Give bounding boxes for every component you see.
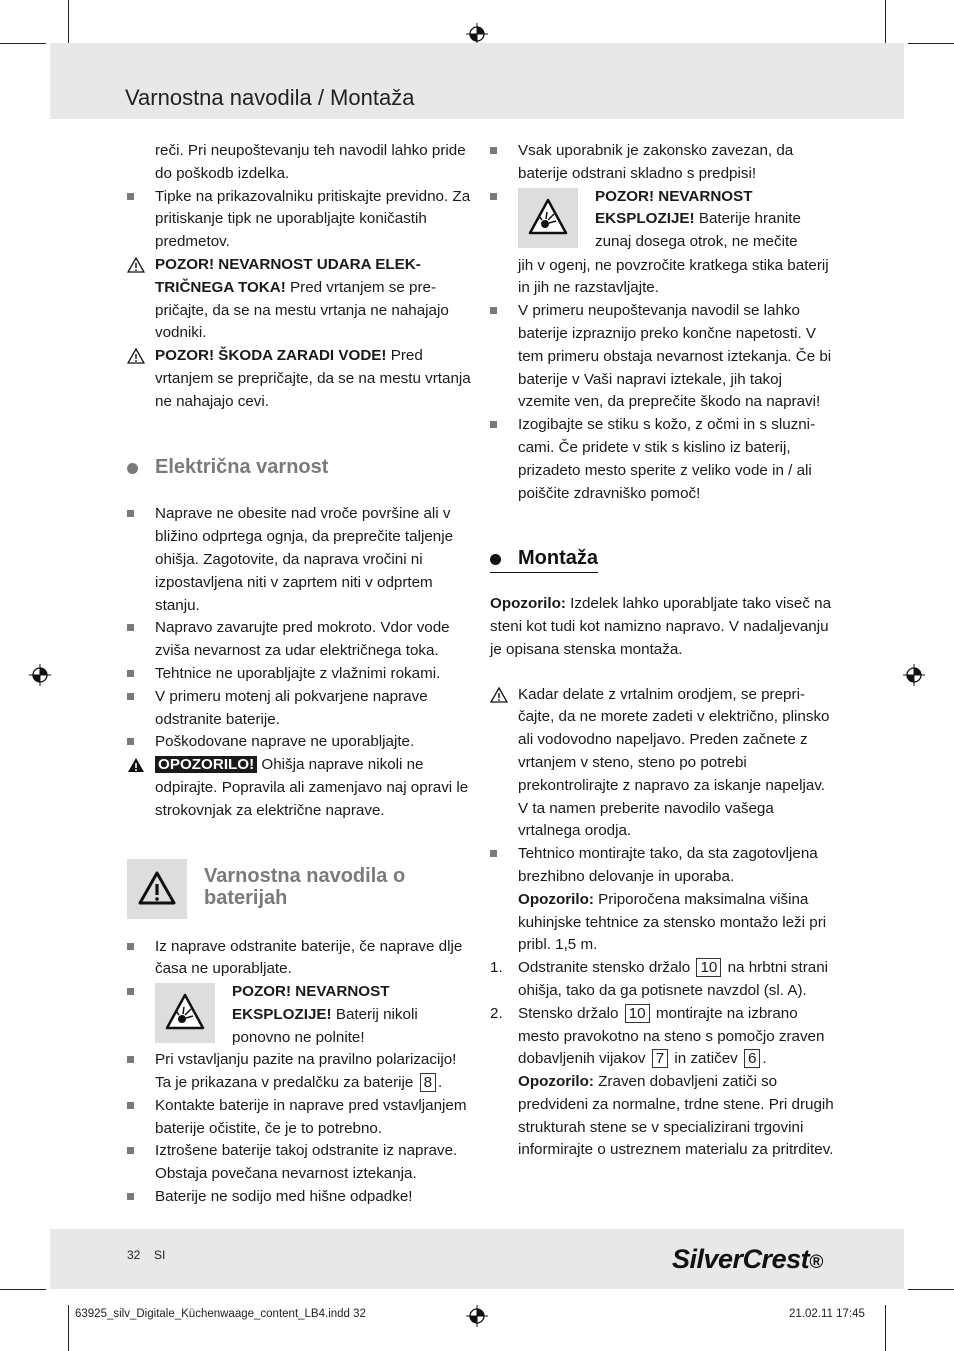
battery-safety-heading — [127, 859, 472, 921]
heading-bullet-icon — [490, 554, 501, 565]
note-text: Izdelek lahko uporabljate tako viseč na steni kot tudi kot namizno napravo. V nadaljevanju je opisana stenska montaža. — [490, 595, 832, 658]
note-text: Zraven dobavljeni zatiči so predvideni za normalne, trdne stene. Pri drugih strukturah stene se v specializirani trgovini informirajte o ustreznem materialu za pritrditev. — [518, 1073, 834, 1159]
note-paragraph — [490, 1071, 835, 1162]
list-item — [490, 414, 835, 505]
warning-triangle-icon — [127, 859, 187, 919]
print-slug-date: 21.02.11 17:45 — [789, 1308, 865, 1320]
list-item — [127, 140, 472, 186]
punctuation: . — [762, 1050, 767, 1068]
bullet-icon — [490, 193, 497, 200]
warning-text: Baterije hranite zunaj dosega otrok, ne mečite — [595, 210, 801, 251]
bullet-icon — [490, 307, 497, 314]
punctuation: . — [438, 1073, 443, 1091]
brand-part: Silver — [672, 1244, 743, 1274]
list-item-text: Izogibajte se stiku s kožo, z očmi in s sluznicami. Če pridete v stik s kislino iz baterij, prizadeto mesto sperite z veliko vode in / ali poiščite zdravniško pomoč! — [518, 416, 816, 502]
list-item-text: Kontakte baterije in naprave pred vstavljanjem baterije očistite, če je to potrebno. — [155, 1096, 467, 1137]
reference-number: 8 — [420, 1073, 436, 1092]
note-text: Priporočena maksimalna višina kuhinjske tehtnice za stensko montažo leži pri pribl. 1,5 m. — [518, 890, 827, 954]
note-paragraph — [490, 889, 835, 957]
note-label: Opozorilo: — [518, 890, 594, 908]
list-item-text: Napravo zavarujte pred mokroto. Vdor vode zviša nevarnost za udar električnega toka. — [155, 619, 450, 660]
warning-item — [127, 754, 472, 822]
warning-triangle-icon — [127, 757, 145, 773]
step-text: Stensko držalo — [518, 1004, 619, 1022]
bullet-icon — [127, 624, 134, 631]
step-text: in zatičev — [674, 1050, 738, 1068]
warning-text: Ohišja naprave nikoli ne odpirajte. Popravila ali zamenjavo naj opravi le strokovnjak za električne naprave. — [155, 756, 469, 819]
list-item-text: Naprave ne obesite nad vroče površine ali v bližino odprtega ognja, da preprečite taljenje ohišja. Zagotovite, da naprava vročini ni izpostavljena niti v zaprtem niti v odprtem stanju. — [155, 505, 454, 614]
step-text: na hrbtni strani ohišja, tako da ga potisnete navzdol (sl. A). — [518, 959, 829, 999]
brand-logo — [672, 1244, 823, 1275]
warning-text: Kadar delate z vrtalnim orodjem, se prepričajte, da ne morete zadeti v električno, plinsko ali vodovodno napeljavo. Preden začnete z vrtanjem v steno, steno po potrebi prekontrolirajte z napravo za iskanje napeljav. V ta namen preberite navodilo vašega vrtalnega orodja. — [518, 685, 830, 840]
list-item — [127, 186, 472, 254]
warning-item — [127, 254, 472, 345]
heading-bullet-icon — [127, 463, 138, 474]
explosion-warning-item — [490, 186, 835, 254]
bullet-icon — [490, 850, 497, 857]
warning-triangle-icon — [127, 257, 145, 273]
list-item — [127, 1095, 472, 1141]
bullet-icon — [127, 1056, 134, 1063]
list-item-text: Poškodovane naprave ne uporabljajte. — [155, 733, 415, 751]
registered-mark: ® — [809, 1252, 823, 1273]
crop-mark — [908, 43, 954, 44]
list-item — [127, 731, 472, 754]
paragraph-text: reči. Pri neupoštevanju teh navodil lahko pride do poškodb izdelka. — [155, 142, 466, 182]
list-item — [490, 843, 835, 889]
section-heading-electrical-safety: Električna varnost — [127, 456, 472, 479]
section-heading-mounting: Montaža — [490, 547, 598, 573]
list-item-text: Baterije ne sodijo med hišne odpadke! — [155, 1187, 413, 1205]
warning-item — [127, 345, 472, 413]
warning-label: POZOR! NEVARNOST EKSPLOZIJE! — [232, 983, 390, 1023]
bullet-icon — [490, 421, 497, 428]
page-header — [50, 43, 904, 119]
list-item — [490, 140, 835, 186]
explosion-warning-item — [127, 981, 472, 1049]
reference-number: 6 — [744, 1049, 760, 1068]
step-text: Odstranite stensko držalo — [518, 959, 691, 977]
brand-part: Crest — [742, 1244, 810, 1274]
bullet-icon — [127, 943, 134, 950]
warning-text: Pred vrtanjem se prepričajte, da se na mestu vrtanja ne nahajajo cevi. — [155, 347, 471, 410]
crop-mark — [68, 0, 69, 46]
bullet-icon — [127, 693, 134, 700]
crop-mark — [0, 43, 46, 44]
crop-mark — [885, 1305, 886, 1351]
warning-badge: OPOZORILO! — [155, 756, 257, 773]
explosion-hazard-icon — [155, 983, 215, 1043]
bullet-icon — [127, 1193, 134, 1200]
bullet-icon — [127, 1147, 134, 1154]
list-item-text: V primeru neupoštevanja navodil se lahko baterije izpraznijo preko končne napetosti. V tem primeru obstaja nevarnost iztekanja. Če bi baterije v Vaši napravi iztekale, jih takoj vzemite ven, da preprečite škodo na napravi! — [518, 302, 832, 411]
crop-mark — [68, 1305, 69, 1351]
list-item — [127, 686, 472, 732]
left-column — [127, 140, 472, 1209]
warning-triangle-icon — [490, 687, 508, 703]
list-item-text: V primeru motenj ali pokvarjene naprave odstranite baterije. — [155, 687, 428, 728]
crop-mark — [885, 0, 886, 46]
list-item-text: Iz naprave odstranite baterije, če naprave dlje časa ne uporabljate. — [155, 937, 463, 978]
note-paragraph — [490, 593, 835, 661]
list-item — [127, 617, 472, 663]
warning-item — [490, 684, 835, 844]
list-item-text: Tehtnico montirajte tako, da sta zagotovljena brezhibno delovanje in uporaba. — [518, 845, 818, 885]
list-item-text: Tehtnice ne uporabljajte z vlažnimi rokami. — [155, 664, 441, 682]
registration-mark-icon — [29, 664, 51, 686]
list-item — [127, 1049, 472, 1095]
step-number: 2. — [490, 1004, 503, 1022]
bullet-icon — [127, 738, 134, 745]
bullet-icon — [127, 988, 134, 995]
bullet-icon — [127, 510, 134, 517]
reference-number: 10 — [696, 958, 721, 977]
crop-mark — [0, 1289, 46, 1290]
page-number: 32 — [127, 1248, 141, 1262]
warning-label: POZOR! NEVARNOST UDARA ELEKTRIČNEGA TOKA! — [155, 255, 421, 296]
list-item-text: Iztrošene baterije takoj odstranite iz naprave. Obstaja povečana nevarnost iztekanja. — [155, 1142, 458, 1183]
list-item — [490, 300, 835, 414]
list-item — [127, 503, 472, 617]
bullet-icon — [127, 670, 134, 677]
note-label: Opozorilo: — [518, 1073, 594, 1091]
bullet-icon — [127, 1102, 134, 1109]
print-slug-file: 63925_silv_Digitale_Küchenwaage_content_LB4.indd 32 — [75, 1308, 366, 1320]
warning-triangle-icon — [127, 348, 145, 364]
reference-number: 7 — [652, 1049, 668, 1068]
registration-mark-icon — [903, 664, 925, 686]
page-title: Varnostna navodila / Montaža — [125, 85, 415, 110]
list-item-text: Vsak uporabnik je zakonsko zavezan, da baterije odstrani skladno s predpisi! — [518, 142, 794, 182]
language-code: SI — [154, 1248, 166, 1262]
explosion-hazard-icon — [518, 188, 578, 248]
warning-text: jih v ogenj, ne povzročite kratkega stika baterij in jih ne razstavljajte. — [518, 256, 829, 297]
list-item — [127, 936, 472, 982]
list-item-text: Pri vstavljanju pazite na pravilno polarizacijo! Ta je prikazana v predalčku za baterije — [155, 1051, 457, 1091]
bullet-icon — [490, 147, 497, 154]
list-item-text: Tipke na prikazovalniku pritiskajte previdno. Za pritiskanje tipk ne uporabljajte koničastih predmetov. — [155, 187, 471, 251]
reference-number: 10 — [625, 1004, 650, 1023]
right-column — [490, 140, 835, 1162]
list-item — [127, 1186, 472, 1209]
section-heading-battery-safety: Varnostna navodila o baterijah — [204, 864, 406, 909]
warning-label: POZOR! ŠKODA ZARADI VODE! — [155, 347, 387, 365]
warning-text: Baterij nikoli ponovno ne polnite! — [232, 1005, 418, 1046]
bullet-icon — [127, 193, 134, 200]
step-item — [490, 957, 835, 1003]
crop-mark — [908, 1289, 954, 1290]
step-item — [490, 1003, 835, 1071]
list-item — [127, 663, 472, 686]
note-label: Opozorilo: — [490, 595, 566, 613]
list-item — [127, 1140, 472, 1186]
step-number: 1. — [490, 959, 503, 977]
registration-mark-icon — [466, 1305, 488, 1327]
registration-mark-icon — [466, 23, 488, 45]
warning-label: POZOR! NEVARNOST EKSPLOZIJE! — [595, 187, 753, 228]
warning-text: Pred vrtanjem se prepričajte, da se na mestu vrtanja ne nahajajo vodniki. — [155, 278, 449, 342]
list-item-continuation — [490, 255, 835, 301]
step-text: montirajte na izbrano mesto pravokotno na steno s pomočjo zraven dobavljenih vijakov — [518, 1004, 825, 1068]
